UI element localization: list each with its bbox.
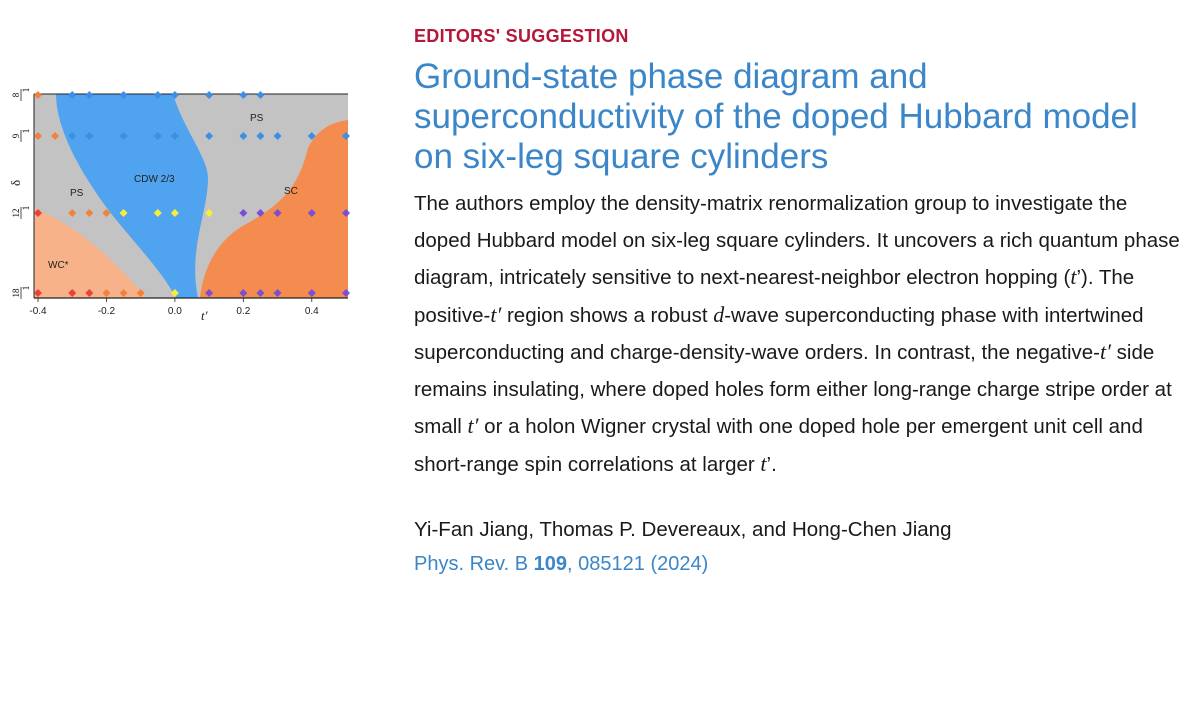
x-tick-label: -0.4 bbox=[29, 306, 47, 317]
article-title[interactable]: Ground-state phase diagram and superconductivity of the doped Hubbard model on six-leg square cylinders bbox=[414, 57, 1138, 176]
y-tick-fraction bbox=[11, 88, 31, 101]
math-t-2: t bbox=[760, 450, 767, 476]
abstract-text-2: region shows a robust bbox=[501, 303, 714, 327]
abstract-text-1: The authors employ the density-matrix renormalization group to investigate the doped Hubbard model on six-leg square cylinders. It uncovers a rich quantum phase diagram, intricately sensitive to next-nearest-neighbor electron hopping ( bbox=[414, 192, 1180, 289]
citation-rest: , 085121 (2024) bbox=[567, 553, 709, 575]
phase-label-cdw: CDW 2/3 bbox=[134, 174, 175, 185]
math-t-prime-1: t′ bbox=[490, 301, 502, 327]
math-t-1: t bbox=[1070, 264, 1077, 289]
author-list: Yi-Fan Jiang, Thomas P. Devereaux, and Hong-Chen Jiang bbox=[414, 518, 952, 541]
phase-diagram-svg bbox=[8, 78, 360, 328]
abstract-text-5: or a holon Wigner crystal with one doped hole per emergent unit cell and short-range spin correlations at larger bbox=[414, 415, 1143, 476]
editors-suggestion-label: EDITORS' SUGGESTION bbox=[414, 26, 629, 46]
y-tick-denominator: 18 bbox=[11, 288, 21, 298]
y-tick-denominator: 12 bbox=[11, 208, 21, 218]
y-tick-labels bbox=[11, 88, 31, 299]
math-d: d bbox=[713, 301, 725, 327]
y-tick-denominator: 9 bbox=[11, 133, 21, 139]
y-tick-numerator: 1 bbox=[21, 128, 31, 134]
journal-citation-link[interactable] bbox=[414, 551, 1184, 577]
y-tick-fraction bbox=[11, 286, 31, 299]
abstract-text-3: -wave superconducting phase with intertwined superconducting and charge-density-wave orders. In contrast, the negative- bbox=[414, 303, 1144, 364]
math-t-prime-2: t′ bbox=[1100, 339, 1111, 364]
x-tick-label: -0.2 bbox=[97, 306, 116, 317]
x-tick-label: 0.4 bbox=[304, 306, 319, 317]
x-tick-label: 0.2 bbox=[236, 306, 251, 317]
abstract-text-4: side remains insulating, where doped holes form either long-range charge stripe order at small bbox=[414, 341, 1172, 438]
math-t-prime-3: t′ bbox=[467, 413, 479, 438]
phase-label-wc: WC* bbox=[48, 260, 69, 271]
y-tick-numerator: 1 bbox=[21, 285, 31, 291]
y-tick-numerator: 1 bbox=[21, 87, 31, 93]
abstract-text-6: ’. bbox=[766, 452, 777, 476]
abstract-text-1b: ’). The positive- bbox=[414, 266, 1135, 327]
citation-journal: Phys. Rev. B bbox=[414, 553, 534, 575]
x-tick-labels bbox=[29, 298, 319, 317]
y-tick-fraction bbox=[11, 206, 31, 219]
phase-label-ps-left: PS bbox=[70, 188, 84, 199]
x-tick-label: 0.0 bbox=[167, 306, 182, 317]
phase-diagram-figure bbox=[8, 78, 360, 328]
y-tick-numerator: 1 bbox=[21, 205, 31, 211]
article-abstract bbox=[414, 186, 1184, 483]
article-summary bbox=[414, 26, 1184, 577]
y-tick-denominator: 8 bbox=[11, 92, 21, 98]
y-axis-label: δ bbox=[8, 179, 23, 186]
phase-label-ps-right: PS bbox=[250, 113, 264, 124]
y-tick-fraction bbox=[11, 129, 31, 142]
phase-label-sc: SC bbox=[284, 186, 298, 197]
x-axis-label: t' bbox=[201, 308, 208, 323]
citation-volume: 109 bbox=[533, 553, 568, 575]
